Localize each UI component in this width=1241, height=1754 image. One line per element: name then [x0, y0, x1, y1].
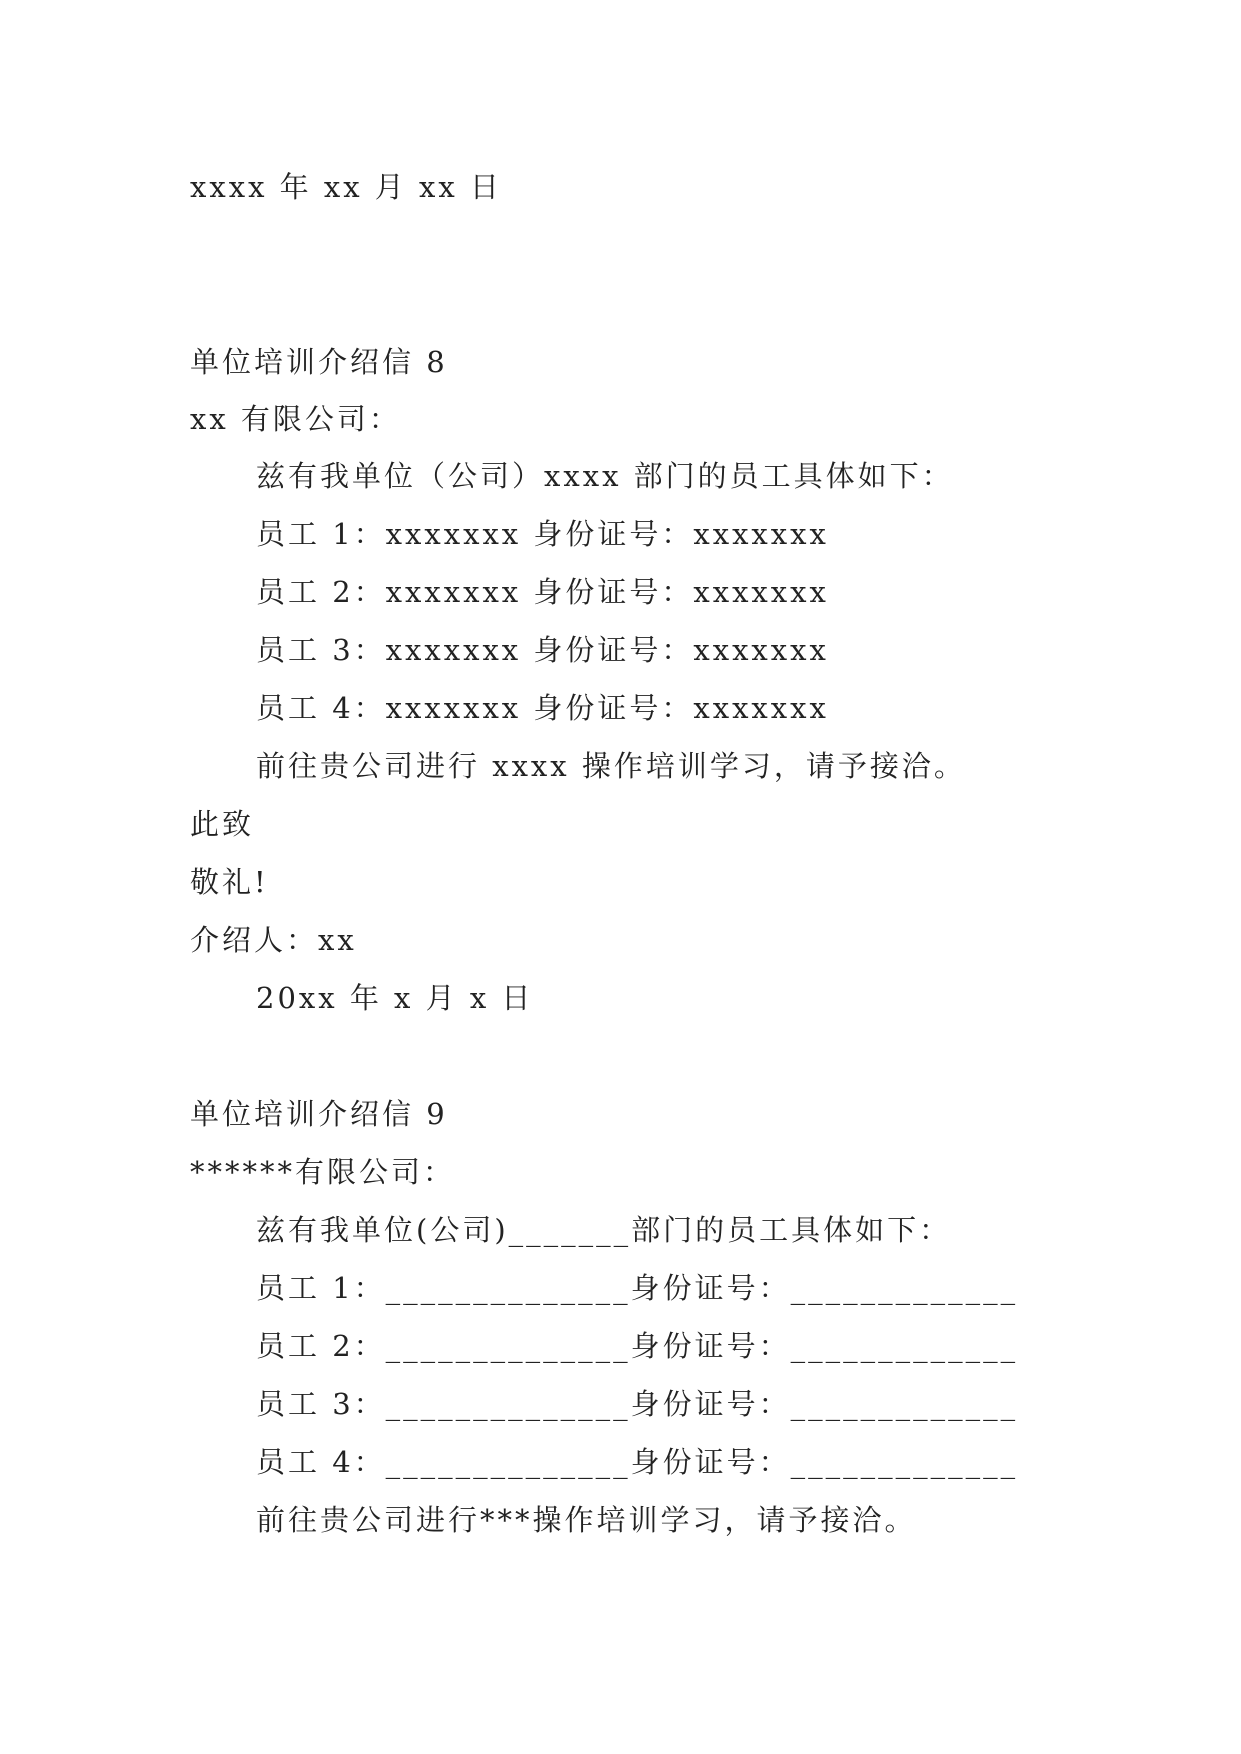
letter8-closing-2: 敬礼! — [190, 865, 269, 899]
letter8-employee-3: 员工 3：xxxxxxx 身份证号：xxxxxxx — [256, 633, 829, 667]
letter9-title: 单位培训介绍信 9 — [190, 1097, 448, 1131]
letter8-intro: 兹有我单位（公司）xxxx 部门的员工具体如下： — [256, 459, 954, 493]
letter8-date: 20xx 年 x 月 x 日 — [256, 981, 534, 1015]
letter9-employee-3: 员工 3：______________身份证号：_____________ — [256, 1387, 1019, 1421]
letter9-employee-1: 员工 1：______________身份证号：_____________ — [256, 1271, 1019, 1305]
letter8-employee-4: 员工 4：xxxxxxx 身份证号：xxxxxxx — [256, 691, 829, 725]
letter9-purpose: 前往贵公司进行***操作培训学习，请予接洽。 — [256, 1503, 917, 1537]
letter8-employee-2: 员工 2：xxxxxxx 身份证号：xxxxxxx — [256, 575, 829, 609]
letter8-introducer: 介绍人：xx — [190, 923, 357, 957]
letter9-employee-2: 员工 2：______________身份证号：_____________ — [256, 1329, 1019, 1363]
letter8-closing-1: 此致 — [190, 807, 255, 841]
letter8-title: 单位培训介绍信 8 — [190, 345, 448, 379]
date-top: xxxx 年 xx 月 xx 日 — [190, 170, 502, 204]
letter8-employee-1: 员工 1：xxxxxxx 身份证号：xxxxxxx — [256, 517, 829, 551]
letter8-recipient: xx 有限公司： — [190, 402, 401, 436]
letter9-employee-4: 员工 4：______________身份证号：_____________ — [256, 1445, 1019, 1479]
letter9-recipient: ******有限公司： — [190, 1155, 456, 1189]
letter8-purpose: 前往贵公司进行 xxxx 操作培训学习，请予接洽。 — [256, 749, 966, 783]
letter9-intro: 兹有我单位(公司)_______部门的员工具体如下： — [256, 1213, 952, 1247]
